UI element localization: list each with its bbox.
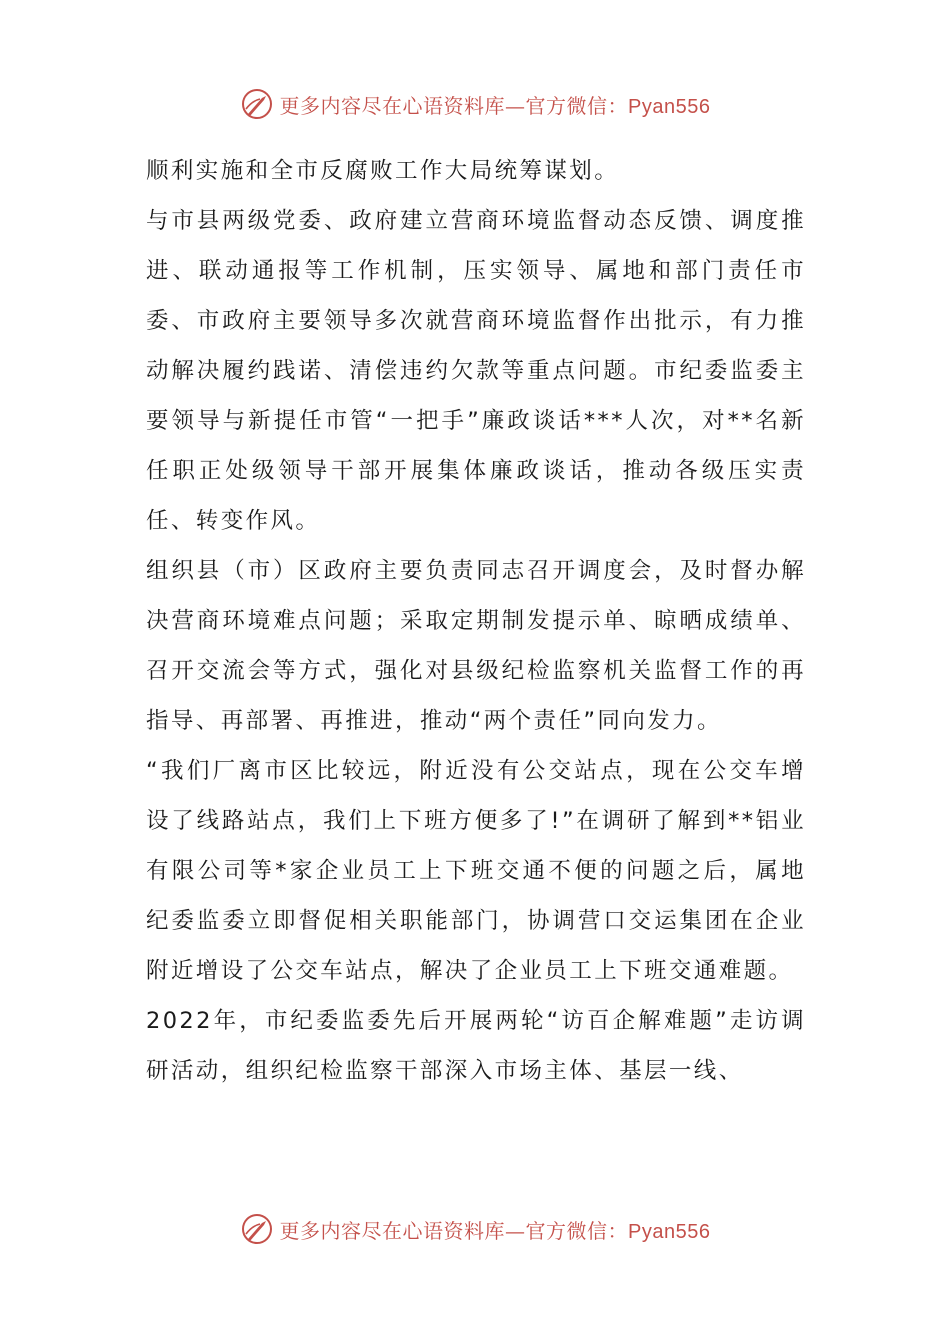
- document-body: [146, 146, 806, 1096]
- watermark-text: 更多内容尽在心语资料库—官方微信：Pyan556: [279, 93, 711, 118]
- paragraph: 顺利实施和全市反腐败工作大局统筹谋划。: [146, 158, 620, 184]
- watermark-contact: Pyan556: [628, 1220, 711, 1243]
- paragraph: 2022年，市纪委监委先后开展两轮“访百企解难题”走访调研活动，组织纪检监察干部深入市场主体、基层一线、: [146, 1008, 806, 1084]
- paragraph: 组织县（市）区政府主要负责同志召开调度会，及时督办解决营商环境难点问题；采取定期制发提示单、晾晒成绩单、召开交流会等方式，强化对县级纪检监察机关监督工作的再指导、再部署、再推进，推动“两个责任”同向发力。: [146, 558, 806, 734]
- watermark-text: 更多内容尽在心语资料库—官方微信：Pyan556: [279, 1218, 711, 1243]
- paragraph: “我们厂离市区比较远，附近没有公交站点，现在公交车增设了线路站点，我们上下班方便多了!”在调研了解到**铝业有限公司等*家企业员工上下班交通不便的问题之后，属地纪委监委立即督促相关职能部门，协调营口交运集团在企业附近增设了公交车站点，解决了企业员工上下班交通难题。: [146, 758, 806, 984]
- paragraph: 与市县两级党委、政府建立营商环境监督动态反馈、调度推进、联动通报等工作机制，压实领导、属地和部门责任市委、市政府主要领导多次就营商环境监督作出批示，有力推动解决履约践诺、清偿违约欠款等重点问题。市纪委监委主要领导与新提任市管“一把手”廉政谈话***人次，对**名新任职正处级领导干部开展集体廉政谈话，推动各级压实责任、转变作风。: [146, 208, 806, 534]
- pen-logo-icon: [240, 87, 274, 121]
- pen-logo-icon: [240, 1212, 274, 1246]
- footer-watermark: [0, 1207, 950, 1251]
- header-watermark: [0, 82, 950, 126]
- watermark-contact: Pyan556: [628, 95, 711, 118]
